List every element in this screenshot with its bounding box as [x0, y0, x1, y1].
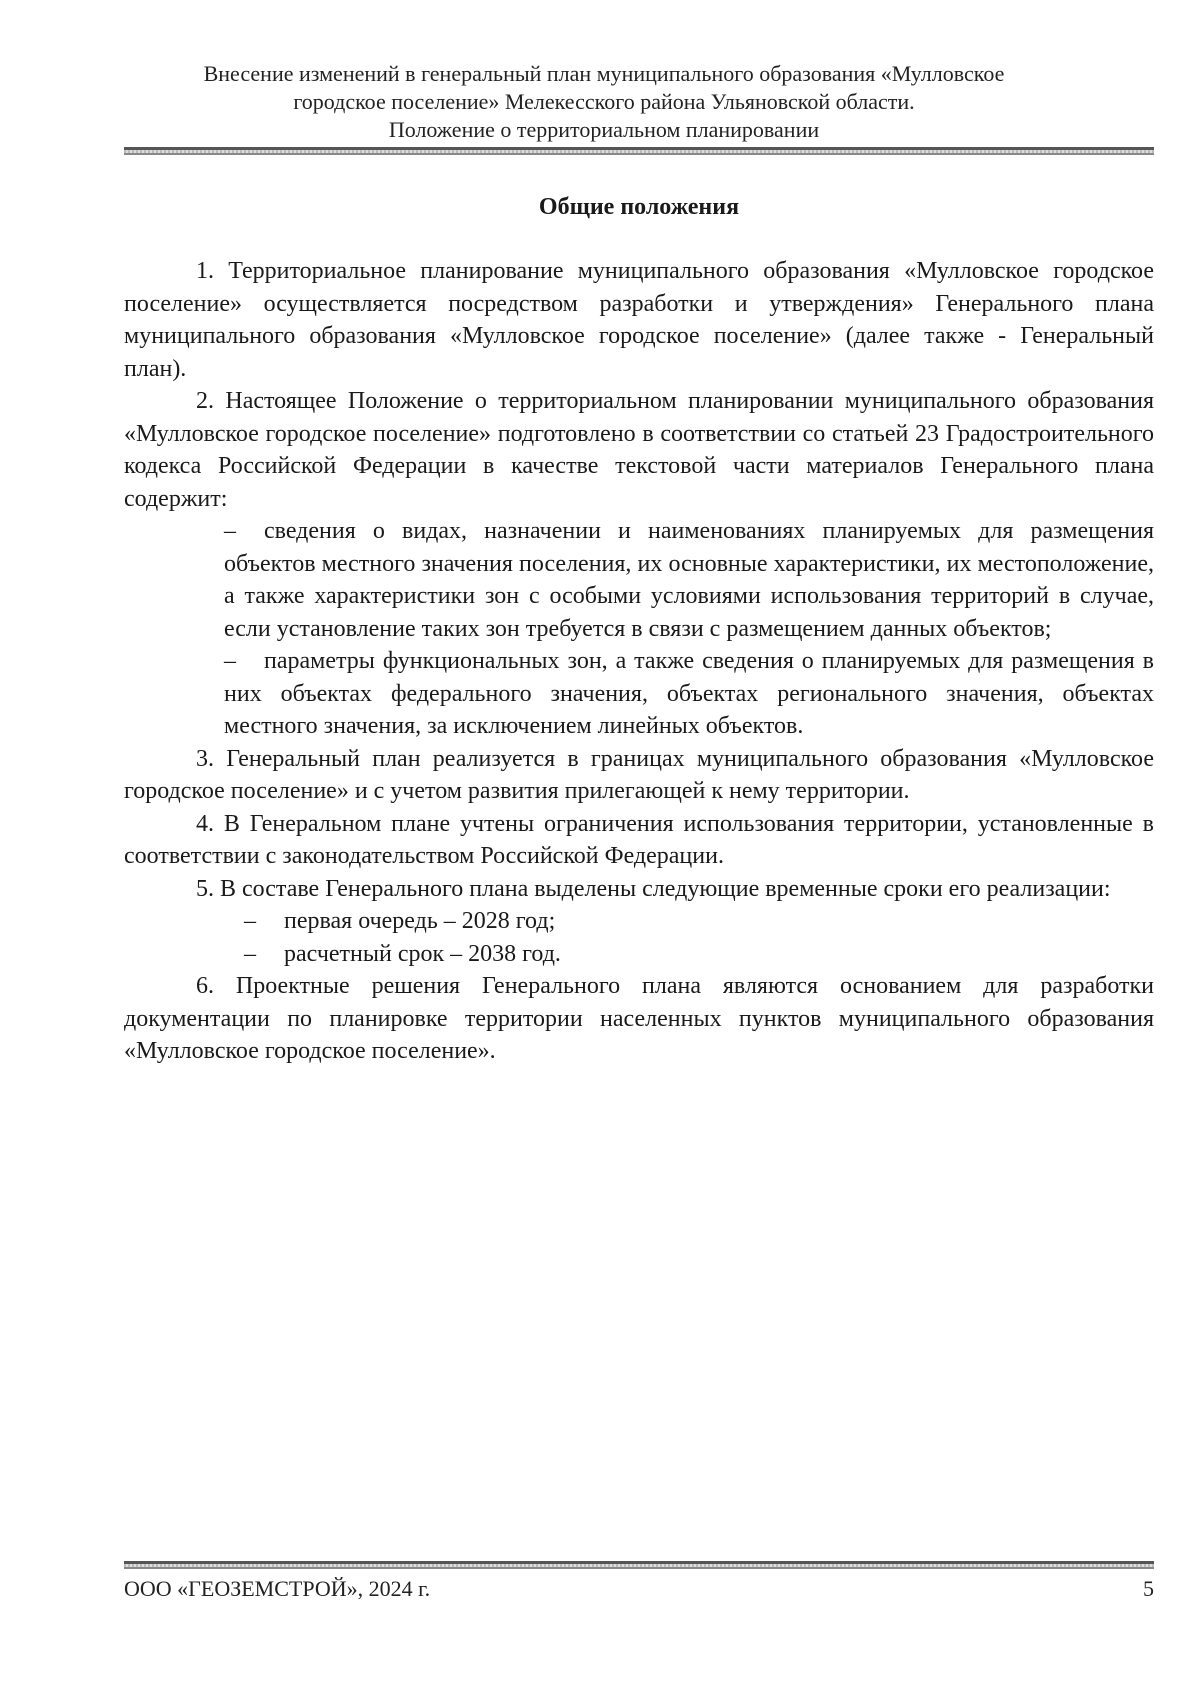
- list-item: [224, 645, 1154, 743]
- list-dash: –: [244, 908, 256, 934]
- list-item-text: параметры функциональных зон, а также сведения о планируемых для размещения в них объектах федерального значения, объектах регионального значения, объектах местного значения, за исключением линейных объектов.: [224, 648, 1154, 739]
- paragraph-5-list: [124, 905, 1154, 970]
- header-divider: [124, 147, 1154, 155]
- list-item-text: первая очередь – 2028 год;: [284, 908, 556, 934]
- list-item: [244, 905, 1154, 938]
- paragraph-1: 1. Территориальное планирование муниципального образования «Мулловское городское поселение» осуществляется посредством разработки и утверждения» Генерального плана муниципального образования «Мулловское городское поселение» (далее также - Генеральный план).: [124, 258, 1154, 382]
- page-number: 5: [1143, 1576, 1154, 1601]
- running-header: [124, 60, 1084, 144]
- list-item-text: сведения о видах, назначении и наименованиях планируемых для размещения объектов местного значения поселения, их основные характеристики, их местоположение, а также характеристики зон с особыми условиями использования территорий в случае, если установление таких зон требуется в связи с размещением данных объектов;: [224, 518, 1154, 642]
- list-dash: –: [224, 648, 236, 674]
- section-title: Общие положения: [538, 194, 740, 220]
- list-dash: –: [224, 518, 236, 544]
- footer-organization: ООО «ГЕОЗЕМСТРОЙ», 2024 г.: [124, 1576, 431, 1601]
- list-item: [244, 938, 1154, 971]
- paragraph-2-list: [124, 515, 1154, 743]
- footer-divider: [124, 1561, 1154, 1569]
- header-line-2: городское поселение» Мелекесского района Ульяновской области.: [293, 89, 915, 114]
- document-body: [124, 255, 1154, 1068]
- list-dash: –: [244, 940, 256, 967]
- paragraph-4: 4. В Генеральном плане учтены ограничения использования территории, установленные в соответствии с законодательством Российской Федерации.: [124, 810, 1154, 869]
- paragraph-3: 3. Генеральный план реализуется в границах муниципального образования «Мулловское городское поселение» и с учетом развития прилегающей к нему территории.: [124, 745, 1154, 804]
- paragraph-2: 2. Настоящее Положение о территориальном планировании муниципального образования «Мулловское городское поселение» подготовлено в соответствии со статьей 23 Градостроительного кодекса Российской Федерации в качестве текстовой части материалов Генерального плана содержит:: [124, 388, 1154, 512]
- list-item-text: расчетный срок – 2038 год.: [284, 940, 561, 967]
- paragraph-6: 6. Проектные решения Генерального плана являются основанием для разработки документации по планировке территории населенных пунктов муниципального образования «Мулловское городское поселение».: [124, 973, 1154, 1064]
- paragraph-5: 5. В составе Генерального плана выделены следующие временные сроки его реализации:: [196, 875, 1111, 902]
- list-item: [224, 515, 1154, 645]
- header-line-3: Положение о территориальном планировании: [388, 117, 820, 142]
- header-line-1: Внесение изменений в генеральный план муниципального образования «Мулловское: [203, 61, 1005, 86]
